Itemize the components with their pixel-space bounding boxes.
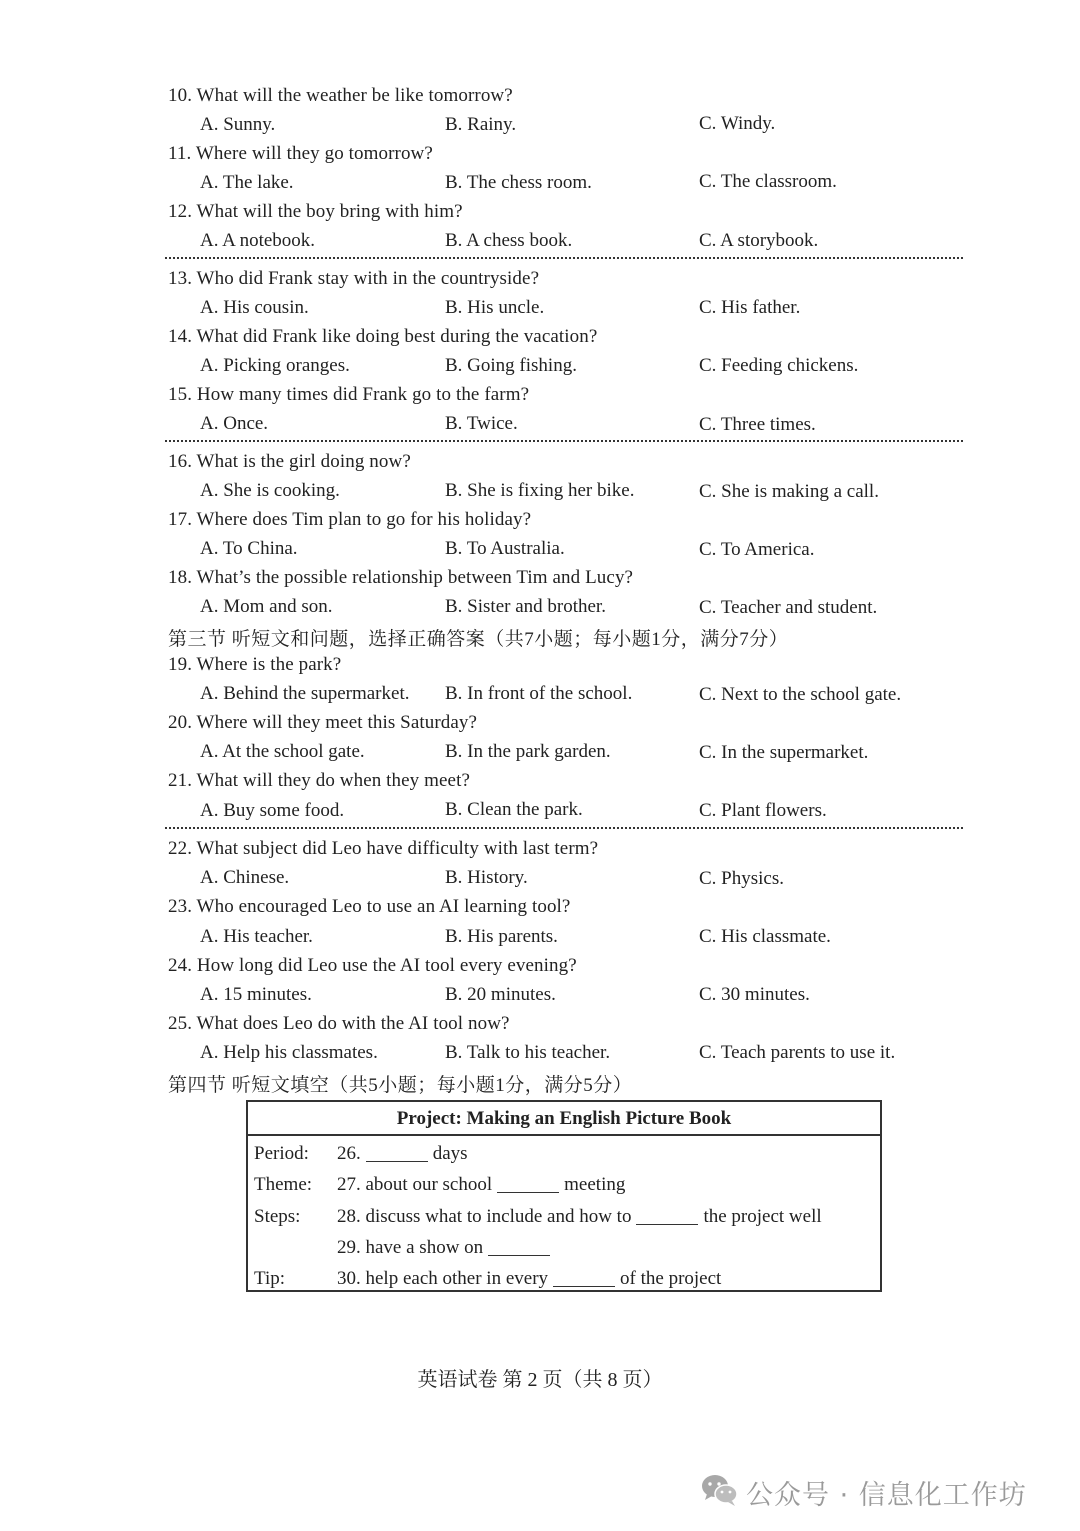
option-18-a: A. Mom and son.	[200, 596, 333, 617]
section-divider	[165, 440, 963, 442]
answer-blank-28	[636, 1223, 698, 1225]
theme-row	[337, 1174, 625, 1196]
step-29-row	[337, 1237, 555, 1259]
option-20-a: A. At the school gate.	[200, 741, 365, 762]
option-15-c: C. Three times.	[699, 414, 816, 435]
question-14: 14. What did Frank like doing best during the vacation?	[168, 326, 598, 347]
option-12-c: C. A storybook.	[699, 230, 819, 251]
step-28-text: 28. discuss what to include and how to	[337, 1206, 632, 1227]
option-21-c: C. Plant flowers.	[699, 800, 827, 821]
steps-label: Steps:	[254, 1206, 301, 1227]
tip-row	[337, 1268, 721, 1290]
section-3-heading: 第三节 听短文和问题，选择正确答案（共7小题；每小题1分，满分7分）	[168, 629, 789, 650]
option-17-b: B. To Australia.	[445, 538, 565, 559]
period-number: 26.	[337, 1143, 361, 1164]
theme-text: 27. about our school	[337, 1174, 493, 1195]
option-18-b: B. Sister and brother.	[445, 596, 606, 617]
option-10-b: B. Rainy.	[445, 114, 517, 135]
question-21: 21. What will they do when they meet?	[168, 770, 470, 791]
question-18: 18. What’s the possible relationship between Tim and Lucy?	[168, 567, 634, 588]
period-unit: days	[432, 1143, 468, 1164]
option-23-a: A. His teacher.	[200, 926, 313, 947]
question-13: 13. Who did Frank stay with in the countryside?	[168, 268, 540, 289]
option-25-b: B. Talk to his teacher.	[445, 1042, 611, 1063]
option-21-a: A. Buy some food.	[200, 800, 345, 821]
answer-blank-29	[488, 1254, 550, 1256]
question-25: 25. What does Leo do with the AI tool now?	[168, 1013, 510, 1034]
question-16: 16. What is the girl doing now?	[168, 451, 411, 472]
option-16-b: B. She is fixing her bike.	[445, 480, 635, 501]
step-28-row	[337, 1206, 822, 1228]
section-divider	[165, 827, 963, 829]
option-14-c: C. Feeding chickens.	[699, 355, 859, 376]
option-17-c: C. To America.	[699, 539, 815, 560]
question-11: 11. Where will they go tomorrow?	[168, 143, 433, 164]
option-19-a: A. Behind the supermarket.	[200, 683, 410, 704]
option-25-a: A. Help his classmates.	[200, 1042, 378, 1063]
question-22: 22. What subject did Leo have difficulty with last term?	[168, 838, 599, 859]
period-label: Period:	[254, 1143, 309, 1164]
watermark-text: 公众号 · 信息化工作坊	[746, 1480, 1027, 1511]
option-18-c: C. Teacher and student.	[699, 597, 878, 618]
option-13-b: B. His uncle.	[445, 297, 545, 318]
section-divider	[165, 257, 963, 259]
option-22-a: A. Chinese.	[200, 867, 290, 888]
answer-blank-30	[553, 1285, 615, 1287]
option-25-c: C. Teach parents to use it.	[699, 1042, 896, 1063]
option-19-c: C. Next to the school gate.	[699, 684, 902, 705]
option-10-a: A. Sunny.	[200, 114, 276, 135]
option-23-b: B. His parents.	[445, 926, 558, 947]
period-row	[337, 1143, 468, 1165]
wechat-icon	[700, 1472, 740, 1508]
question-15: 15. How many times did Frank go to the farm?	[168, 384, 530, 405]
option-22-b: B. History.	[445, 867, 528, 888]
tip-label: Tip:	[254, 1268, 285, 1289]
option-13-c: C. His father.	[699, 297, 801, 318]
option-21-b: B. Clean the park.	[445, 799, 583, 820]
theme-label: Theme:	[254, 1174, 313, 1195]
option-24-c: C. 30 minutes.	[699, 984, 810, 1005]
project-table	[246, 1100, 882, 1292]
option-14-b: B. Going fishing.	[445, 355, 577, 376]
option-17-a: A. To China.	[200, 538, 298, 559]
step-28-suffix: the project well	[703, 1206, 822, 1227]
option-12-b: B. A chess book.	[445, 230, 573, 251]
answer-blank-26	[366, 1160, 428, 1162]
tip-text: 30. help each other in every	[337, 1268, 549, 1289]
option-11-c: C. The classroom.	[699, 171, 837, 192]
option-20-c: C. In the supermarket.	[699, 742, 869, 763]
step-29-text: 29. have a show on	[337, 1237, 484, 1258]
option-19-b: B. In front of the school.	[445, 683, 633, 704]
option-16-c: C. She is making a call.	[699, 481, 879, 502]
table-title: Project: Making an English Picture Book	[248, 1102, 880, 1136]
option-23-c: C. His classmate.	[699, 926, 831, 947]
option-12-a: A. A notebook.	[200, 230, 316, 251]
option-22-c: C. Physics.	[699, 868, 784, 889]
option-15-a: A. Once.	[200, 413, 269, 434]
question-17: 17. Where does Tim plan to go for his holiday?	[168, 509, 532, 530]
option-20-b: B. In the park garden.	[445, 741, 611, 762]
option-14-a: A. Picking oranges.	[200, 355, 350, 376]
option-10-c: C. Windy.	[699, 113, 776, 134]
page-footer: 英语试卷 第 2 页（共 8 页）	[417, 1369, 663, 1391]
question-24: 24. How long did Leo use the AI tool every evening?	[168, 955, 577, 976]
question-20: 20. Where will they meet this Saturday?	[168, 712, 478, 733]
option-13-a: A. His cousin.	[200, 297, 309, 318]
tip-suffix: of the project	[620, 1268, 722, 1289]
watermark	[700, 1470, 1060, 1510]
theme-suffix: meeting	[564, 1174, 626, 1195]
option-11-a: A. The lake.	[200, 172, 294, 193]
question-10: 10. What will the weather be like tomorrow?	[168, 85, 513, 106]
question-12: 12. What will the boy bring with him?	[168, 201, 463, 222]
option-16-a: A. She is cooking.	[200, 480, 340, 501]
option-24-a: A. 15 minutes.	[200, 984, 312, 1005]
section-4-heading: 第四节 听短文填空（共5小题；每小题1分，满分5分）	[168, 1075, 633, 1096]
answer-blank-27	[497, 1191, 559, 1193]
option-11-b: B. The chess room.	[445, 172, 592, 193]
option-24-b: B. 20 minutes.	[445, 984, 556, 1005]
question-23: 23. Who encouraged Leo to use an AI learning tool?	[168, 896, 571, 917]
option-15-b: B. Twice.	[445, 413, 518, 434]
question-19: 19. Where is the park?	[168, 654, 342, 675]
